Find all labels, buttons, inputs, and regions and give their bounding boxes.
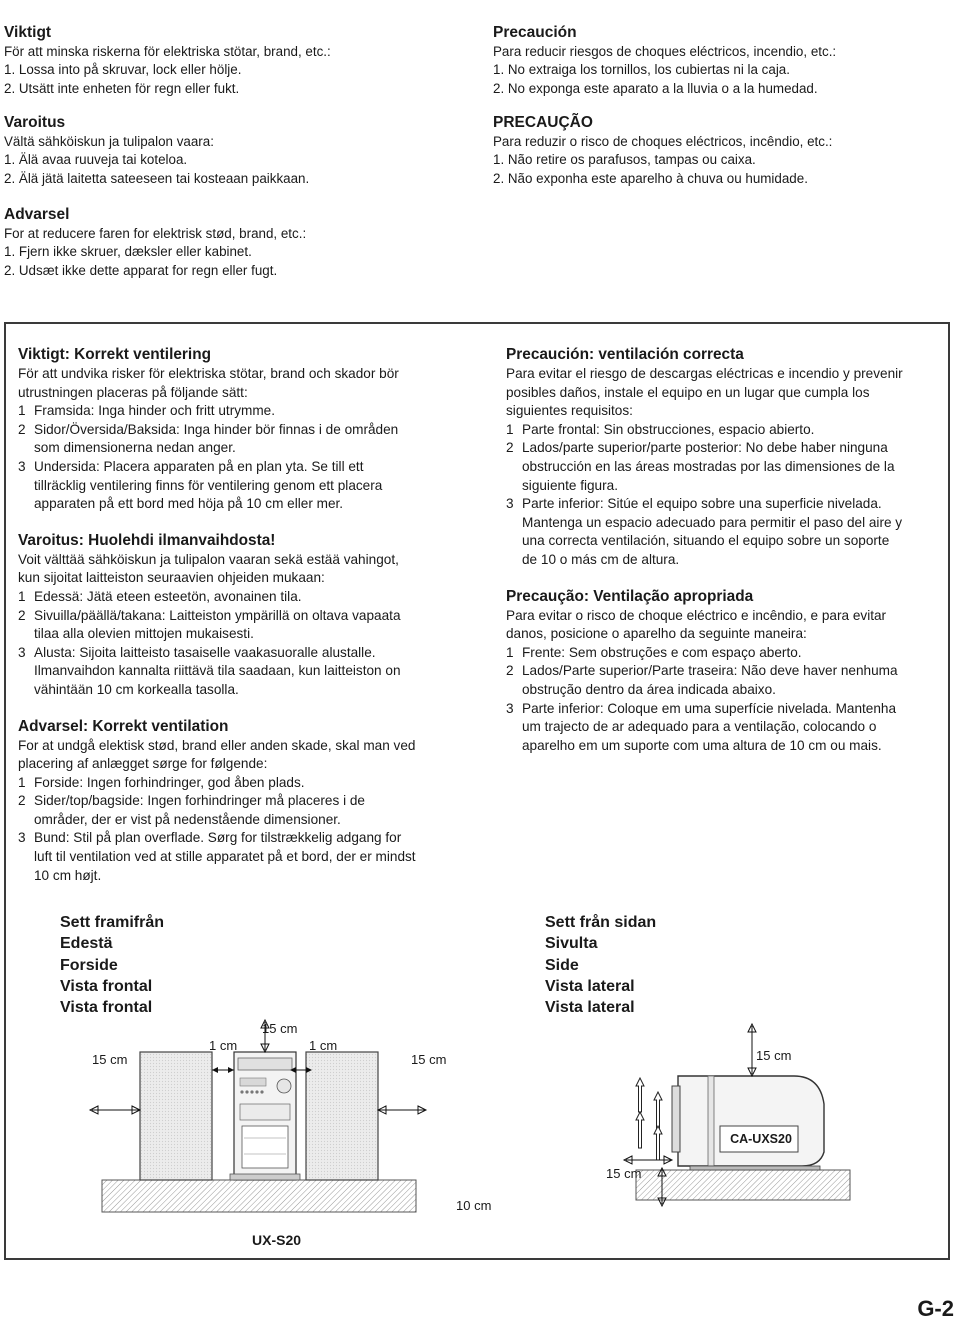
item-line: tillräcklig ventilering finns för ventilering genom ett placera xyxy=(34,477,383,493)
item-number: 1 xyxy=(506,421,514,437)
side-view-label: Vista lateral xyxy=(545,977,635,995)
ventilation-right-column xyxy=(506,340,903,771)
warning-line: 2. Não exponha este aparelho à chuva ou humidade. xyxy=(493,170,808,186)
left-speaker xyxy=(140,1052,212,1180)
intro-line: Voit välttää sähköiskun ja tulipalon vaaran sekä estää vahingot, xyxy=(18,551,399,567)
front-dim-left-gap: 1 cm xyxy=(209,1038,238,1053)
item-line: Alusta: Sijoita laitteisto tasaiselle vaakasuoralle alustalle. xyxy=(34,644,376,660)
item-line: Forside: Ingen forhindringer, god åben plads. xyxy=(34,774,305,790)
item-number: 2 xyxy=(18,607,26,623)
front-view-label: Edestä xyxy=(60,935,113,953)
warning-line: För att minska riskerna för elektriska stötar, brand, etc.: xyxy=(4,44,331,59)
intro-line: placering af anlægget sørge for følgende: xyxy=(18,756,268,772)
airflow-arrows xyxy=(636,1078,662,1160)
front-dim-top: 15 cm xyxy=(262,1021,298,1036)
side-view-label: Sett från sidan xyxy=(545,914,657,931)
item-line: Frente: Sem obstruções e com espaço aberto. xyxy=(522,644,802,660)
item-line: Parte frontal: Sin obstrucciones, espacio abierto. xyxy=(522,421,815,437)
ventilation-da xyxy=(18,716,416,886)
volume-knob xyxy=(277,1079,291,1093)
list-item xyxy=(506,421,903,440)
list-item xyxy=(18,644,416,700)
item-line: obstrucción en las áreas mostradas por las dimensiones de la xyxy=(522,458,895,474)
item-line: obstrução dentro da área indicada abaixo. xyxy=(522,681,776,697)
item-line: una correcta ventilación, situando el equipo sobre un soporte xyxy=(522,533,890,549)
front-dim-left: 15 cm xyxy=(92,1052,128,1067)
side-speaker-rear xyxy=(672,1086,680,1152)
unit-button xyxy=(255,1090,258,1093)
item-line: Sivuilla/päällä/takana: Laitteiston ympärillä on oltava vapaata xyxy=(34,607,401,623)
warning-title: Varoitus xyxy=(4,114,66,131)
side-view-label: Vista lateral xyxy=(545,999,635,1017)
warning-line: Para reduzir o risco de choques eléctricos, incêndio, etc.: xyxy=(493,134,833,149)
side-view-label: Sivulta xyxy=(545,935,598,953)
item-number: 3 xyxy=(18,458,26,474)
side-dim-top: 15 cm xyxy=(756,1048,792,1063)
item-line: Lados/Parte superior/Parte traseira: Não deve haver nenhuma xyxy=(522,663,898,679)
list-item xyxy=(506,439,903,495)
ventilation-fi xyxy=(18,530,416,700)
item-line: Framsida: Inga hinder och fritt utrymme. xyxy=(34,403,275,419)
ventilation-left-column xyxy=(18,340,416,901)
intro-line: siguientes requisitos: xyxy=(506,403,633,419)
warning-line: For at reducere faren for elektrisk stød, brand, etc.: xyxy=(4,226,307,241)
item-number: 3 xyxy=(18,644,26,660)
warning-line: 1. Älä avaa ruuveja tai koteloa. xyxy=(4,152,188,168)
side-dim-bottom: 10 cm xyxy=(456,1198,492,1213)
warning-line: 2. Udsæt ikke dette apparat for regn eller fugt. xyxy=(4,262,278,278)
side-view-label: Side xyxy=(545,956,579,974)
warning-title: Viktigt xyxy=(4,24,52,41)
item-line: Edessä: Jätä eteen esteetön, avonainen tila. xyxy=(34,588,302,604)
item-number: 1 xyxy=(506,644,514,660)
table-shape xyxy=(102,1180,416,1212)
front-view-label: Forside xyxy=(60,956,118,974)
item-number: 2 xyxy=(506,440,514,456)
section-title: Viktigt: Korrekt ventilering xyxy=(18,346,211,363)
unit-cd-slot xyxy=(240,1104,290,1120)
item-line: um trajecto de ar adequado para a ventilação, colocando o xyxy=(522,719,877,735)
warning-title: PRECAUÇÃO xyxy=(493,114,593,131)
item-line: tilaa alla olevien mittojen mukaisesti. xyxy=(34,626,254,642)
side-table-shape xyxy=(636,1170,850,1200)
warning-line: 2. Älä jätä laitetta sateeseen tai kosteaan paikkaan. xyxy=(4,170,310,186)
item-line: aparelho em um suporte com uma altura de 10 cm ou mais. xyxy=(522,737,882,753)
ventilation-sv xyxy=(18,344,416,514)
item-number: 2 xyxy=(18,793,26,809)
list-item xyxy=(506,495,903,569)
front-dim-right-gap: 1 cm xyxy=(309,1038,338,1053)
list-item xyxy=(18,458,416,514)
right-speaker xyxy=(306,1052,378,1180)
item-line: siguiente figura. xyxy=(522,477,618,493)
item-line: apparaten på ett bord med höja på 10 cm eller mer. xyxy=(34,496,344,512)
item-line: områder, der er vist på nedenstående dimensioner. xyxy=(34,811,341,827)
section-title: Advarsel: Korrekt ventilation xyxy=(18,717,229,735)
side-dim-back: 15 cm xyxy=(606,1166,642,1181)
intro-line: utrustningen placeras på följande sätt: xyxy=(18,384,248,400)
front-view-label: Sett framifrån xyxy=(60,914,165,931)
unit-base xyxy=(230,1174,300,1180)
front-view-label: Vista frontal xyxy=(60,977,153,995)
item-line: Undersida: Placera apparaten på en plan yta. Se till ett xyxy=(34,458,364,474)
warning-line: 1. Fjern ikke skruer, dæksler eller kabinet. xyxy=(4,244,252,260)
warning-fi xyxy=(4,112,309,188)
item-number: 1 xyxy=(18,403,26,419)
intro-line: posibles daños, instale el equipo en un lugar que cumpla los xyxy=(506,384,870,400)
warning-line: 2. No exponga este aparato a la lluvia o a la humedad. xyxy=(493,80,818,96)
unit-cassette-deck xyxy=(242,1126,288,1168)
list-item xyxy=(18,421,416,458)
warning-line: 1. No extraiga los tornillos, los cubiertas ni la caja. xyxy=(493,62,790,78)
item-number: 3 xyxy=(506,496,514,512)
list-item xyxy=(506,700,903,756)
item-line: som dimensionerna nedan anger. xyxy=(34,440,236,456)
front-model-label: UX-S20 xyxy=(252,1232,302,1248)
front-view-diagram xyxy=(86,1014,486,1254)
warning-line: Para reducir riesgos de choques eléctricos, incendio, etc.: xyxy=(493,44,837,59)
list-item xyxy=(18,402,416,421)
list-item xyxy=(18,792,416,829)
item-line: de 10 o más cm de altura. xyxy=(522,551,680,567)
warning-line: Vältä sähköiskun ja tulipalon vaara: xyxy=(4,134,214,149)
warning-line: 2. Utsätt inte enheten för regn eller fukt. xyxy=(4,80,240,96)
item-line: Bund: Stil på plan overflade. Sørg for tilstrækkelig adgang for xyxy=(34,830,402,846)
intro-line: Para evitar el riesgo de descargas eléctricas e incendio y prevenir xyxy=(506,366,903,381)
unit-button xyxy=(260,1090,263,1093)
warning-sv xyxy=(4,22,331,98)
item-line: Sidor/Översida/Baksida: Inga hinder bör finnas i de områden xyxy=(34,421,399,437)
warning-line: 1. Não retire os parafusos, tampas ou caixa. xyxy=(493,152,756,168)
item-line: Lados/parte superior/parte posterior: No debe haber ninguna xyxy=(522,440,888,456)
item-line: vähintään 10 cm korkealla tasolla. xyxy=(34,681,239,697)
list-item xyxy=(18,774,416,793)
warning-line: 1. Lossa into på skruvar, lock eller hölje. xyxy=(4,62,242,78)
front-dim-right: 15 cm xyxy=(411,1052,447,1067)
item-number: 2 xyxy=(506,663,514,679)
intro-line: För att undvika risker för elektriska stötar, brand och skador bör xyxy=(18,366,399,381)
list-item xyxy=(506,662,903,699)
list-item xyxy=(18,588,416,607)
ventilation-es xyxy=(506,344,903,570)
ventilation-box xyxy=(4,322,950,1260)
intro-line: danos, posicione o aparelho da seguinte maneira: xyxy=(506,626,807,642)
warning-title: Advarsel xyxy=(4,206,70,223)
page-number: G-2 xyxy=(917,1296,954,1321)
item-line: Ilmanvaihdon kannalta riittävä tila saadaan, kun laitteiston on xyxy=(34,663,401,679)
front-view-labels xyxy=(60,912,164,1018)
item-line: Sider/top/bagside: Ingen forhindringer må placeres i de xyxy=(34,793,365,809)
unit-button xyxy=(245,1090,248,1093)
unit-button xyxy=(250,1090,253,1093)
section-title: Precaución: ventilación correcta xyxy=(506,346,744,363)
list-item xyxy=(18,829,416,885)
item-line: Parte inferior: Coloque em uma superfície nivelada. Mantenha xyxy=(522,700,897,716)
side-model-label: CA-UXS20 xyxy=(730,1132,792,1146)
front-view-label: Vista frontal xyxy=(60,999,153,1017)
item-number: 1 xyxy=(18,588,26,604)
intro-line: kun sijoitat laitteiston seuraavien ohjeiden mukaan: xyxy=(18,570,325,586)
ventilation-pt xyxy=(506,586,903,756)
warning-da xyxy=(4,204,306,280)
side-view-labels xyxy=(545,912,656,1018)
list-item xyxy=(18,607,416,644)
unit-display xyxy=(240,1078,266,1086)
intro-line: For at undgå elektisk stød, brand eller anden skade, skal man ved xyxy=(18,737,416,753)
side-speaker-base xyxy=(690,1166,820,1170)
warning-title: Precaución xyxy=(493,24,577,41)
item-line: Mantenga un espacio adecuado para permitir el paso del aire y xyxy=(522,514,903,530)
item-line: Parte inferior: Sitúe el equipo sobre una superficie nivelada. xyxy=(522,496,882,512)
item-line: 10 cm højt. xyxy=(34,867,102,883)
intro-line: Para evitar o risco de choque eléctrico e incêndio, e para evitar xyxy=(506,607,887,623)
item-number: 2 xyxy=(18,421,26,437)
item-number: 3 xyxy=(506,700,514,716)
list-item xyxy=(506,644,903,663)
section-title: Precaução: Ventilação apropriada xyxy=(506,587,754,605)
unit-button xyxy=(240,1090,243,1093)
warning-es xyxy=(493,22,836,98)
item-number: 1 xyxy=(18,774,26,790)
warning-pt xyxy=(493,112,832,188)
section-title: Varoitus: Huolehdi ilmanvaihdosta! xyxy=(18,531,276,549)
item-line: luft til ventilation ved at stille apparatet på et bord, der er mindst xyxy=(34,849,416,865)
item-number: 3 xyxy=(18,830,26,846)
unit-top-panel xyxy=(238,1058,292,1070)
